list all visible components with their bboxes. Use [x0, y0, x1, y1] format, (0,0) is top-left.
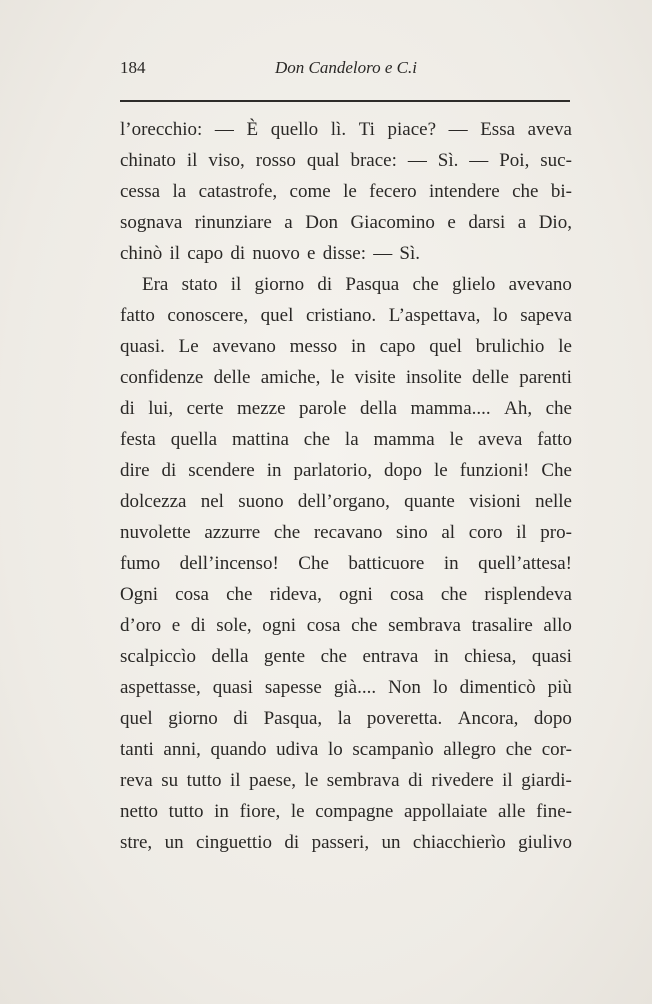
- text-line: confidenze delle amiche, le visite insolite delle parenti: [120, 367, 572, 388]
- text-line: chinò il capo di nuovo e disse: — Sì.: [120, 243, 421, 264]
- text-line: Era stato il giorno di Pasqua che glielo avevano: [142, 274, 572, 295]
- text-line: dire di scendere in parlatorio, dopo le funzioni! Che: [120, 460, 572, 481]
- text-line: scalpiccìo della gente che entrava in chiesa, quasi: [120, 646, 572, 667]
- text-line: stre, un cinguettio di passeri, un chiacchierìo giulivo: [120, 832, 572, 853]
- text-line: fatto conoscere, quel cristiano. L’aspettava, lo sapeva: [120, 305, 572, 326]
- text-line: nuvolette azzurre che recavano sino al coro il pro-: [120, 522, 572, 543]
- text-line: quel giorno di Pasqua, la poveretta. Ancora, dopo: [120, 708, 572, 729]
- text-line: netto tutto in fiore, le compagne appollaiate alle fine-: [120, 801, 572, 822]
- text-line: tanti anni, quando udiva lo scampanìo allegro che cor-: [120, 739, 572, 760]
- text-line: d’oro e di sole, ogni cosa che sembrava trasalire allo: [120, 615, 572, 636]
- text-line: sognava rinunziare a Don Giacomino e darsi a Dio,: [120, 212, 572, 233]
- header-rule: [120, 100, 570, 102]
- running-title: Don Candeloro e C.i: [275, 58, 417, 77]
- text-line: chinato il viso, rosso qual brace: — Sì. — Poi, suc-: [120, 150, 572, 171]
- text-line: l’orecchio: — È quello lì. Ti piace? — Essa aveva: [120, 119, 572, 140]
- text-line: cessa la catastrofe, come le fecero intendere che bi-: [120, 181, 572, 202]
- text-line: aspettasse, quasi sapesse già.... Non lo dimenticò più: [120, 677, 572, 698]
- body-text: [120, 114, 572, 858]
- text-line: quasi. Le avevano messo in capo quel brulichio le: [120, 336, 572, 357]
- text-line: dolcezza nel suono dell’organo, quante visioni nelle: [120, 491, 572, 512]
- text-line: Ogni cosa che rideva, ogni cosa che risplendeva: [120, 584, 572, 605]
- text-line: di lui, certe mezze parole della mamma.... Ah, che: [120, 398, 572, 419]
- page-header: [120, 58, 570, 84]
- text-line: festa quella mattina che la mamma le aveva fatto: [120, 429, 572, 450]
- text-line: reva su tutto il paese, le sembrava di rivedere il giardi-: [120, 770, 572, 791]
- page-number: 184: [120, 58, 146, 77]
- text-line: fumo dell’incenso! Che batticuore in quell’attesa!: [120, 553, 572, 574]
